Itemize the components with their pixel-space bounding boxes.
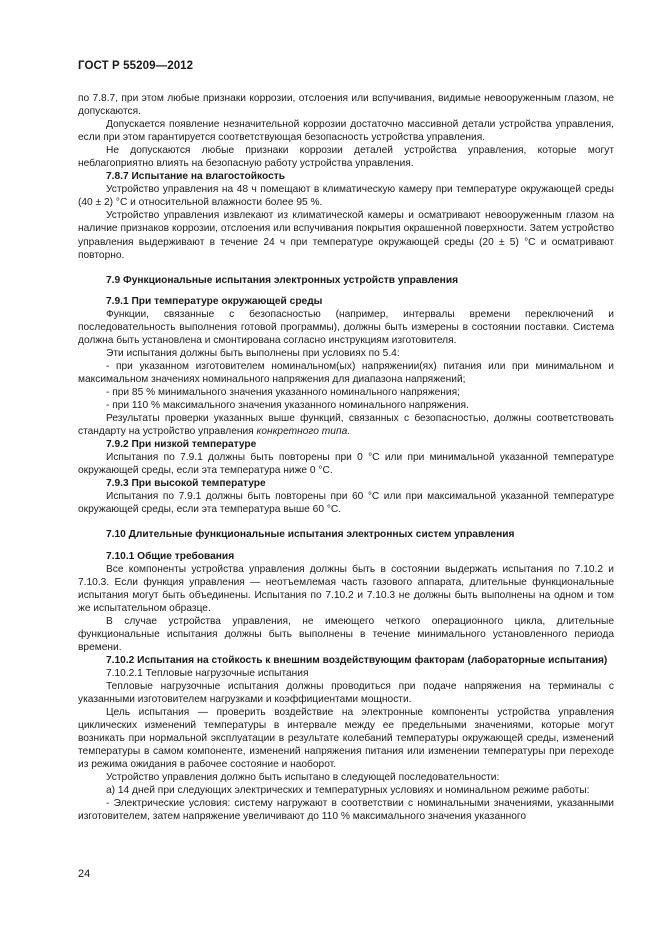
paragraph: Испытания по 7.9.1 должны быть повторены при 0 °С или при минимальной указанной температуре окружающей среды, если эта температура ниже 0 °С.	[78, 452, 614, 477]
document-header: ГОСТ Р 55209—2012	[78, 60, 194, 72]
paragraph: Испытания по 7.9.1 должны быть повторены при 60 °С или при максимальной указанной температуре окружающей среды, если эта температура выше 60 °С.	[78, 491, 614, 516]
section-heading: 7.10.2 Испытания на стойкость к внешним воздействующим факторам (лабораторные испытания)	[106, 654, 608, 666]
document-body	[78, 92, 614, 823]
paragraph: по 7.8.7, при этом любые признаки коррозии, отслоения или вспучивания, видимые невооруженным глазом, не допускаются.	[78, 93, 614, 118]
list-item: - при указанном изготовителем номинальном(ых) напряжении(ях) питания или при минимальном и максимальном значениях номинального напряжения для диапазона напряжений;	[78, 360, 614, 385]
paragraph: Устройство управления должно быть испытано в следующей последовательности:	[106, 772, 500, 784]
list-item: - Электрические условия: систему нагружают в соответствии с номинальными значениями, указанными изготовителем, затем напряжение увеличивают до 110 % максимального значения указанного	[78, 798, 614, 823]
section-heading: 7.10 Длительные функциональные испытания электронных систем управления	[106, 529, 515, 541]
paragraph: Устройство управления на 48 ч помещают в климатическую камеру при температуре окружающей среды (40 ± 2) °С и относительной влажности более 95 %.	[78, 184, 614, 209]
paragraph: Не допускаются любые признаки коррозии деталей устройства управления, которые могут неблагоприятно влиять на безопасную работу устройства управления.	[78, 145, 614, 170]
section-heading: 7.9 Функциональные испытания электронных устройств управления	[106, 274, 459, 286]
page-number: 24	[78, 868, 91, 880]
list-item: а) 14 дней при следующих электрических и температурных условиях и номинальном режиме работы:	[106, 785, 590, 797]
section-heading: 7.9.1 При температуре окружающей среды	[106, 295, 323, 307]
paragraph: Функции, связанные с безопасностью (например, интервалы времени переключений и последовательность выполнения готовой программы), должны быть измерены в состоянии поставки. Система должна быть установлена и смонтирована согласно инструкциям изготовителя.	[78, 308, 614, 346]
paragraph-text: Результаты проверки указанных выше функций, связанных с безопасностью, должны соответствовать стандарту на устройство управления	[78, 413, 614, 438]
paragraph-text: .	[347, 426, 351, 438]
section-heading: 7.8.7 Испытание на влагостойкость	[106, 171, 285, 183]
list-item: - при 110 % максимального значения указанного номинального напряжения.	[106, 400, 469, 412]
paragraph: Все компоненты устройства управления должны быть в состоянии выдержать испытания по 7.10.2 и 7.10.3. Если функция управления — неотъемлемая часть газового аппарата, длительные функциональные испытания могут быть объединены. Испытания по 7.10.2 и 7.10.3 не должны быть выполнены на одном и том же испытательном образце.	[78, 563, 614, 614]
paragraph: Цель испытания — проверить воздействие на электронные компоненты устройства управления циклических изменений температуры в интервале между ее предельными значениями, которые могут возникать при нормальной эксплуатации в результате колебаний температуры окружающей среды, изменений температуры в самом компоненте, изменений напряжения питания или изменении температуры при переходе из режима ожидания в рабочее состояние и наоборот.	[78, 707, 614, 771]
paragraph: Тепловые нагрузочные испытания должны проводиться при подаче напряжения на терминалы с указанными изготовителем нагрузками и коэффициентами мощности.	[78, 680, 614, 706]
section-heading: 7.9.3 При высокой температуре	[106, 478, 266, 490]
paragraph-italic-text: конкретного типа	[256, 426, 348, 438]
paragraph: Устройство управления извлекают из климатической камеры и осматривают невооруженным глазом на наличие признаков коррозии, отслоения или вспучивания покрытия окрашенной поверхности. Затем устройство управления выдерживают в течение 24 ч при температуре окружающей среды (20 ± 5) °С и осматривают повторно.	[78, 210, 614, 261]
subsection-heading: 7.10.2.1 Тепловые нагрузочные испытания	[106, 667, 309, 679]
list-item: - при 85 % минимального значения указанного номинального напряжения;	[106, 386, 460, 398]
paragraph: Допускается появление незначительной коррозии достаточно массивной детали устройства управления, если при этом гарантируется соответствующая безопасность устройства управления.	[78, 119, 614, 144]
paragraph: В случае устройства управления, не имеющего четкого операционного цикла, длительные функциональные испытания должны быть выполнены в течение минимального установленного периода времени.	[78, 615, 614, 653]
paragraph: Эти испытания должны быть выполнены при условиях по 5.4:	[106, 347, 400, 359]
section-heading: 7.9.2 При низкой температуре	[106, 439, 257, 451]
paragraph	[78, 412, 614, 438]
section-heading: 7.10.1 Общие требования	[106, 550, 235, 562]
